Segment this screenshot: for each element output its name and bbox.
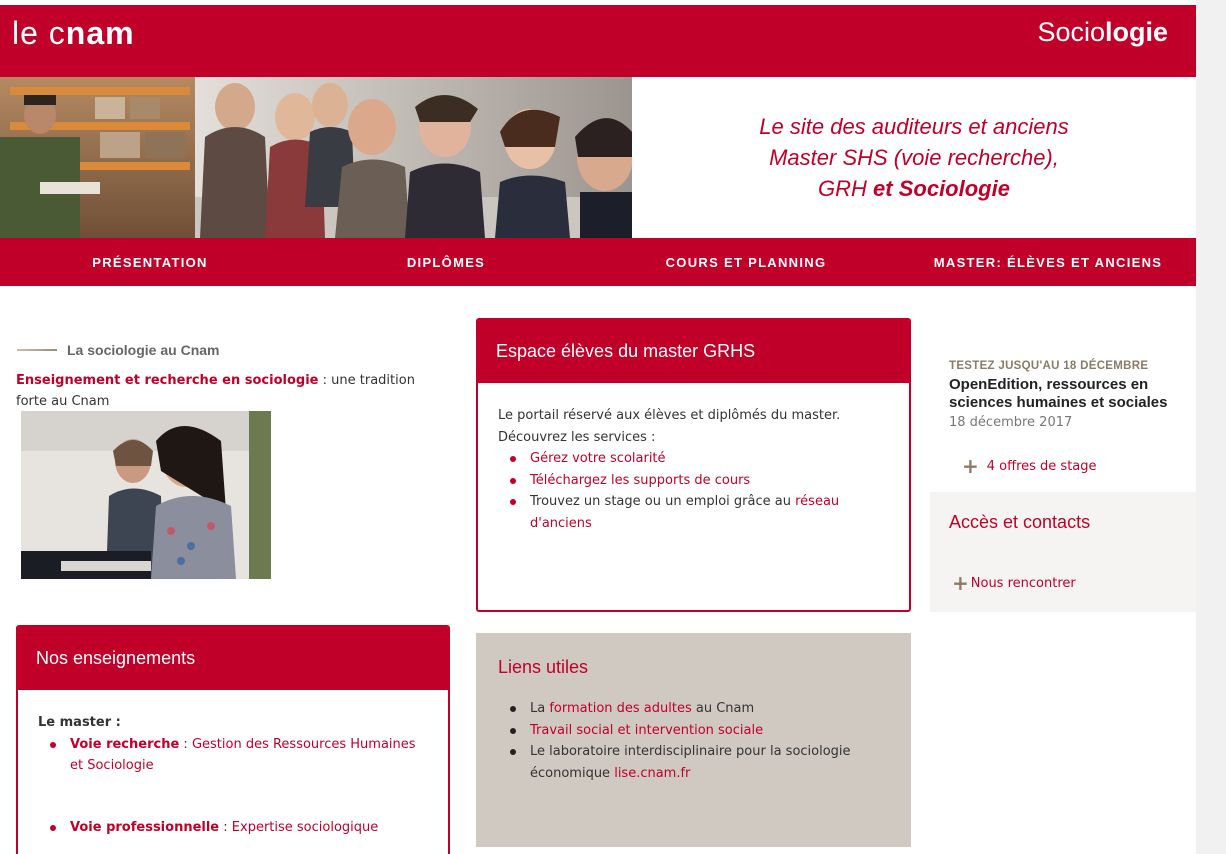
kicker-line — [17, 349, 57, 351]
scrollbar-gutter[interactable] — [1196, 0, 1226, 854]
banner — [0, 77, 1196, 238]
tagline-socio: Socio — [898, 176, 959, 201]
supports-link[interactable]: Téléchargez les supports de cours — [530, 472, 751, 488]
nav-item-presentation[interactable]: PRÉSENTATION — [92, 254, 208, 270]
enseignements-list — [38, 734, 428, 839]
nous-rencontrer-link[interactable] — [952, 571, 1076, 595]
list-item — [510, 491, 889, 534]
tagline-line-2: Master SHS (voie recherche), — [769, 145, 1059, 170]
intro-rest: : une tradition forte au Cnam — [16, 373, 415, 409]
tagline-grh: GRH — [818, 176, 867, 201]
news-item[interactable] — [949, 360, 1189, 430]
enseignements-card — [16, 625, 450, 854]
site-name-bold: logie — [1104, 17, 1168, 47]
nav-item-cours-planning[interactable]: COURS ET PLANNING — [665, 254, 827, 270]
logo-bold-text: nam — [65, 15, 135, 51]
nav-item-diplomes[interactable]: DIPLÔMES — [406, 254, 486, 270]
grhs-line-1: Le portail réservé aux élèves et diplômés du master. — [498, 408, 841, 423]
voie-recherche-link[interactable]: Gestion des Ressources Humaines et Sociologie — [70, 736, 416, 773]
banner-photo-illustration — [0, 77, 632, 238]
nav-item-master[interactable]: MASTER: ÉLÈVES ET ANCIENS — [933, 254, 1163, 270]
travail-social-link[interactable]: Travail social et intervention sociale — [530, 722, 764, 738]
acces-contacts-box — [930, 492, 1196, 612]
enseignements-title: Nos enseignements — [18, 627, 448, 690]
tagline-line-1: Le site des auditeurs et anciens — [759, 114, 1069, 139]
liens-utiles-box — [476, 633, 911, 847]
lise-link[interactable]: lise.cnam.fr — [614, 765, 691, 781]
plus-icon: + — [962, 454, 979, 478]
plus-icon: + — [952, 571, 969, 595]
liens-item3-text: Le laboratoire interdisciplinaire pour la sociologie économique — [530, 744, 851, 781]
liens-item1-pre: La — [530, 701, 550, 716]
site-name[interactable] — [1037, 17, 1168, 48]
banner-photo — [0, 77, 632, 238]
tagline-et: et — [866, 176, 899, 201]
news-kicker: TESTEZ JUSQU'AU 18 DÉCEMBRE — [949, 360, 1149, 372]
list-item — [50, 734, 428, 777]
logo-light-text: le c — [12, 15, 66, 51]
liens-item1-post: au Cnam — [691, 701, 755, 716]
intro-text — [16, 370, 436, 412]
list-item — [510, 470, 889, 492]
voie-recherche-sep: : — [179, 736, 192, 752]
formation-adultes-link[interactable]: formation des adultes — [549, 701, 692, 716]
section-kicker — [17, 342, 219, 358]
offres-stage-link[interactable] — [962, 454, 1097, 478]
intro-photo — [21, 411, 271, 579]
intro-link[interactable]: Enseignement et recherche en sociologie — [16, 373, 319, 388]
top-bar — [0, 5, 1196, 77]
voie-pro-link[interactable]: Expertise sociologique — [231, 819, 379, 835]
main-nav — [0, 238, 1196, 286]
grhs-card — [476, 318, 911, 612]
banner-tagline — [632, 111, 1196, 204]
intro-photo-illustration — [21, 411, 271, 579]
list-item — [510, 720, 889, 742]
voie-pro-sep: : — [219, 819, 232, 835]
cnam-logo[interactable] — [12, 15, 135, 52]
offres-label: 4 offres de stage — [986, 458, 1097, 474]
grhs-body — [478, 383, 909, 556]
acces-title: Accès et contacts — [949, 512, 1091, 532]
stage-text: Trouvez un stage ou un emploi grâce au — [530, 494, 796, 509]
enseignements-body — [18, 690, 448, 854]
liens-title: Liens utiles — [498, 657, 589, 677]
news-title[interactable]: OpenEdition, ressources en sciences humaines et sociales — [949, 376, 1168, 411]
liens-list — [498, 698, 889, 784]
tagline-line-3 — [632, 173, 1196, 204]
kicker-text: La sociologie au Cnam — [67, 342, 220, 358]
grhs-line-2: Découvrez les services : — [498, 429, 656, 445]
reseau-link[interactable]: réseau d'anciens — [530, 494, 840, 531]
grhs-title: Espace élèves du master GRHS — [478, 320, 909, 383]
grhs-list — [498, 448, 889, 534]
scolarite-link[interactable]: Gérez votre scolarité — [530, 451, 666, 466]
list-item — [50, 817, 428, 839]
voie-recherche-label[interactable]: Voie recherche — [70, 736, 180, 752]
voie-pro-label[interactable]: Voie professionnelle — [70, 819, 220, 835]
news-date: 18 décembre 2017 — [949, 415, 1073, 430]
list-item — [510, 698, 889, 720]
list-item — [510, 448, 889, 470]
tagline-logie: logie — [958, 176, 1010, 201]
rencontrer-label: Nous rencontrer — [970, 575, 1076, 591]
site-name-light: Socio — [1037, 17, 1105, 47]
master-label: Le master : — [38, 715, 121, 730]
list-item — [510, 741, 889, 784]
